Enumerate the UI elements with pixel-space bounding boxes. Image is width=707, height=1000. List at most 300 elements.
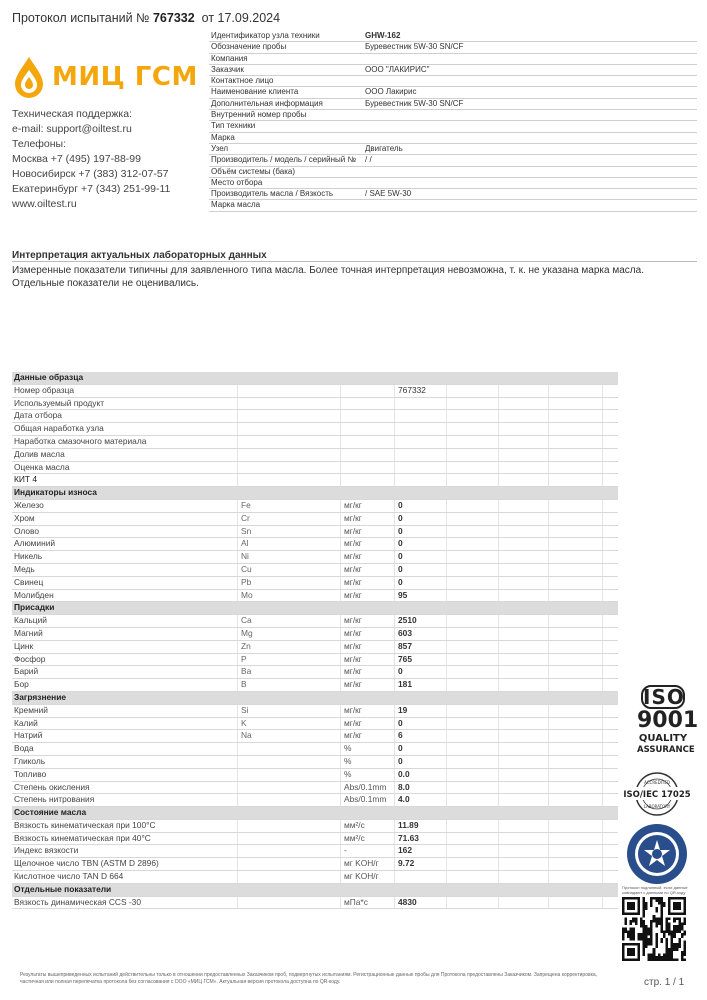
column-divider <box>498 551 499 563</box>
result-row <box>12 615 618 628</box>
brand-name: МИЦ ГСМ <box>52 62 198 92</box>
column-divider <box>548 474 549 486</box>
column-divider <box>394 730 395 742</box>
company-logo <box>12 56 202 100</box>
column-divider <box>548 769 549 781</box>
protocol-number: 767332 <box>152 11 195 25</box>
column-divider <box>237 398 238 410</box>
element-symbol: Al <box>241 538 249 549</box>
column-divider <box>498 410 499 422</box>
column-divider <box>548 666 549 678</box>
column-divider <box>340 654 341 666</box>
column-divider <box>340 641 341 653</box>
column-divider <box>498 769 499 781</box>
column-divider <box>446 564 447 576</box>
info-label: Тип техники <box>211 121 256 131</box>
element-symbol: Pb <box>241 576 252 587</box>
title-prefix: Протокол испытаний № <box>12 11 150 25</box>
column-divider <box>340 833 341 845</box>
column-divider <box>237 538 238 550</box>
column-divider <box>602 820 603 832</box>
result-row <box>12 820 618 833</box>
column-divider <box>394 423 395 435</box>
column-divider <box>498 577 499 589</box>
result-value: 19 <box>398 704 408 715</box>
unit: мг/кг <box>344 499 362 510</box>
qr-block <box>622 885 692 966</box>
element-symbol: B <box>241 679 247 690</box>
info-label: Внутренний номер пробы <box>211 110 307 120</box>
accreditation-seal <box>626 823 688 885</box>
column-divider <box>548 500 549 512</box>
qr-caption: Протокол подлинный, если данные совпадают с данными по QR-коду <box>622 885 688 895</box>
result-row <box>12 385 618 398</box>
info-row <box>209 167 697 178</box>
contact-phones-label: Телефоны: <box>12 138 67 150</box>
column-divider <box>237 526 238 538</box>
column-divider <box>340 718 341 730</box>
section-title: Загрязнение <box>14 691 67 702</box>
section-header <box>12 692 618 705</box>
column-divider <box>498 782 499 794</box>
column-divider <box>498 615 499 627</box>
column-divider <box>237 782 238 794</box>
column-divider <box>548 538 549 550</box>
unit: Abs/0.1mm <box>344 781 387 792</box>
info-value: Буревестник 5W-30 SN/CF <box>365 98 464 108</box>
result-row <box>12 782 618 795</box>
column-divider <box>394 615 395 627</box>
column-divider <box>446 436 447 448</box>
result-value: 0 <box>398 512 403 523</box>
column-divider <box>602 730 603 742</box>
interpretation-text: Измеренные показатели типичны для заявленного типа масла. Более точная интерпретация невозможна, т. к. не указана марка масла. Отдельные показатели не оценивались. <box>12 265 644 289</box>
column-divider <box>498 730 499 742</box>
column-divider <box>237 820 238 832</box>
column-divider <box>340 705 341 717</box>
column-divider <box>446 423 447 435</box>
column-divider <box>340 615 341 627</box>
result-value: 0 <box>398 666 403 677</box>
column-divider <box>602 666 603 678</box>
column-divider <box>394 564 395 576</box>
info-label: Узел <box>211 143 229 153</box>
column-divider <box>446 538 447 550</box>
column-divider <box>498 398 499 410</box>
result-row <box>12 641 618 654</box>
column-divider <box>237 385 238 397</box>
column-divider <box>446 641 447 653</box>
column-divider <box>498 462 499 474</box>
column-divider <box>446 385 447 397</box>
column-divider <box>340 449 341 461</box>
element-symbol: Ni <box>241 551 249 562</box>
column-divider <box>548 897 549 909</box>
parameter-name: Оценка масла <box>14 461 70 472</box>
column-divider <box>394 462 395 474</box>
column-divider <box>237 769 238 781</box>
result-row <box>12 794 618 807</box>
column-divider <box>446 845 447 857</box>
column-divider <box>602 833 603 845</box>
sample-info-table <box>209 31 697 212</box>
parameter-name: Степень окисления <box>14 781 90 792</box>
column-divider <box>394 551 395 563</box>
column-divider <box>548 551 549 563</box>
element-symbol: Ca <box>241 615 252 626</box>
result-row <box>12 436 618 449</box>
parameter-name: Вязкость кинематическая при 40°C <box>14 832 151 843</box>
column-divider <box>340 820 341 832</box>
result-row <box>12 897 618 910</box>
info-row <box>209 189 697 200</box>
column-divider <box>498 858 499 870</box>
result-row <box>12 449 618 462</box>
column-divider <box>237 794 238 806</box>
unit: мг/кг <box>344 589 362 600</box>
column-divider <box>446 871 447 883</box>
column-divider <box>394 769 395 781</box>
column-divider <box>498 756 499 768</box>
result-value: 162 <box>398 845 412 856</box>
column-divider <box>394 577 395 589</box>
parameter-name: Щелочное число TBN (ASTM D 2896) <box>14 858 159 869</box>
column-divider <box>602 462 603 474</box>
parameter-name: Свинец <box>14 576 44 587</box>
result-row <box>12 590 618 603</box>
column-divider <box>237 679 238 691</box>
column-divider <box>340 845 341 857</box>
unit: мг KOH/г <box>344 871 379 882</box>
column-divider <box>548 526 549 538</box>
column-divider <box>394 743 395 755</box>
column-divider <box>237 858 238 870</box>
column-divider <box>340 769 341 781</box>
column-divider <box>394 782 395 794</box>
info-row <box>209 133 697 144</box>
parameter-name: Наработка смазочного материала <box>14 435 147 446</box>
contact-phone-moscow: Москва +7 (495) 197-88-99 <box>12 153 141 165</box>
column-divider <box>394 590 395 602</box>
column-divider <box>237 564 238 576</box>
section-title: Индикаторы износа <box>14 487 97 498</box>
unit: мг KOH/г <box>344 858 379 869</box>
result-row <box>12 666 618 679</box>
column-divider <box>602 615 603 627</box>
element-symbol: P <box>241 653 247 664</box>
column-divider <box>602 743 603 755</box>
element-symbol: Cr <box>241 512 250 523</box>
element-symbol: Mg <box>241 627 253 638</box>
column-divider <box>548 410 549 422</box>
column-divider <box>602 705 603 717</box>
column-divider <box>237 705 238 717</box>
seal-icon <box>626 823 688 885</box>
result-row <box>12 705 618 718</box>
column-divider <box>548 679 549 691</box>
info-row <box>209 42 697 53</box>
column-divider <box>498 449 499 461</box>
parameter-name: Индекс вязкости <box>14 845 79 856</box>
iso-label: ISO <box>643 685 685 709</box>
column-divider <box>446 500 447 512</box>
info-row <box>209 200 697 211</box>
column-divider <box>237 897 238 909</box>
column-divider <box>237 449 238 461</box>
section-header <box>12 807 618 820</box>
parameter-name: Степень нитрования <box>14 794 95 805</box>
unit: мг/кг <box>344 615 362 626</box>
result-row <box>12 398 618 411</box>
column-divider <box>340 513 341 525</box>
column-divider <box>237 871 238 883</box>
column-divider <box>394 526 395 538</box>
info-row <box>209 110 697 121</box>
column-divider <box>498 794 499 806</box>
column-divider <box>446 743 447 755</box>
column-divider <box>548 449 549 461</box>
result-row <box>12 743 618 756</box>
result-value: 0 <box>398 499 403 510</box>
column-divider <box>602 538 603 550</box>
column-divider <box>446 474 447 486</box>
parameter-name: Кислотное число TAN D 664 <box>14 871 124 882</box>
column-divider <box>548 845 549 857</box>
column-divider <box>237 551 238 563</box>
result-row <box>12 474 618 487</box>
info-value: GHW-162 <box>365 31 401 40</box>
column-divider <box>237 474 238 486</box>
unit: мг/кг <box>344 679 362 690</box>
section-header <box>12 487 618 500</box>
protocol-date: от 17.09.2024 <box>201 11 281 25</box>
column-divider <box>340 743 341 755</box>
result-row <box>12 410 618 423</box>
info-label: Объём системы (бака) <box>211 166 295 176</box>
parameter-name: Вязкость динамическая CCS -30 <box>14 896 141 907</box>
column-divider <box>602 398 603 410</box>
column-divider <box>340 871 341 883</box>
column-divider <box>548 590 549 602</box>
page-number: стр. 1 / 1 <box>644 977 685 988</box>
result-value: 765 <box>398 653 412 664</box>
column-divider <box>498 654 499 666</box>
column-divider <box>498 679 499 691</box>
contact-website[interactable]: www.oiltest.ru <box>12 198 77 210</box>
column-divider <box>446 769 447 781</box>
column-divider <box>602 679 603 691</box>
parameter-name: Железо <box>14 499 44 510</box>
column-divider <box>446 551 447 563</box>
column-divider <box>602 564 603 576</box>
section-header <box>12 372 618 385</box>
unit: мг/кг <box>344 640 362 651</box>
result-row <box>12 577 618 590</box>
column-divider <box>446 833 447 845</box>
contact-block <box>12 107 170 212</box>
column-divider <box>340 590 341 602</box>
column-divider <box>548 833 549 845</box>
oil-drop-icon <box>12 56 46 100</box>
column-divider <box>498 833 499 845</box>
element-symbol: Mo <box>241 589 253 600</box>
info-value: Буревестник 5W-30 SN/CF <box>365 42 464 52</box>
column-divider <box>340 666 341 678</box>
column-divider <box>548 577 549 589</box>
column-divider <box>340 577 341 589</box>
result-row <box>12 526 618 539</box>
result-row <box>12 769 618 782</box>
unit: мг/кг <box>344 563 362 574</box>
column-divider <box>548 641 549 653</box>
qr-code-icon[interactable] <box>622 897 686 961</box>
info-row <box>209 178 697 189</box>
result-row <box>12 538 618 551</box>
column-divider <box>237 590 238 602</box>
parameter-name: Гликоль <box>14 755 46 766</box>
column-divider <box>340 410 341 422</box>
column-divider <box>548 423 549 435</box>
column-divider <box>446 654 447 666</box>
parameter-name: Медь <box>14 563 35 574</box>
result-value: 857 <box>398 640 412 651</box>
info-label: Идентификатор узла техники <box>211 31 320 40</box>
column-divider <box>340 756 341 768</box>
column-divider <box>340 500 341 512</box>
column-divider <box>394 385 395 397</box>
column-divider <box>602 551 603 563</box>
parameter-name: Фосфор <box>14 653 46 664</box>
element-symbol: Sn <box>241 525 252 536</box>
column-divider <box>446 820 447 832</box>
column-divider <box>237 462 238 474</box>
result-row <box>12 462 618 475</box>
column-divider <box>498 385 499 397</box>
column-divider <box>446 782 447 794</box>
parameter-name: Барий <box>14 666 39 677</box>
column-divider <box>340 385 341 397</box>
info-label: Производитель масла / Вязкость <box>211 189 334 199</box>
result-value: 181 <box>398 679 412 690</box>
column-divider <box>237 654 238 666</box>
info-row <box>209 121 697 132</box>
column-divider <box>602 526 603 538</box>
result-value: 8.0 <box>398 781 410 792</box>
ring-text-bottom: LABORATORY <box>643 804 671 809</box>
protocol-title <box>12 11 280 25</box>
info-row <box>209 155 697 166</box>
column-divider <box>498 500 499 512</box>
parameter-name: Молибден <box>14 589 54 600</box>
result-value: 95 <box>398 589 408 600</box>
column-divider <box>602 845 603 857</box>
element-symbol: K <box>241 717 247 728</box>
unit: мг/кг <box>344 525 362 536</box>
iso-iec-label: ISO/IEC 17025 <box>623 790 691 800</box>
column-divider <box>237 666 238 678</box>
column-divider <box>548 436 549 448</box>
column-divider <box>602 513 603 525</box>
column-divider <box>446 679 447 691</box>
info-label: Дополнительная информация <box>211 98 323 108</box>
column-divider <box>340 897 341 909</box>
contact-email[interactable]: e-mail: support@oiltest.ru <box>12 123 132 135</box>
parameter-name: Кальций <box>14 615 47 626</box>
column-divider <box>394 398 395 410</box>
column-divider <box>498 718 499 730</box>
parameter-name: Цинк <box>14 640 34 651</box>
parameter-name: Калий <box>14 717 38 728</box>
column-divider <box>446 577 447 589</box>
column-divider <box>498 474 499 486</box>
element-symbol: Si <box>241 704 249 715</box>
result-value: 0 <box>398 563 403 574</box>
iso-number: 9001 <box>637 708 699 733</box>
result-row <box>12 423 618 436</box>
column-divider <box>548 462 549 474</box>
iso-9001-badge <box>637 685 699 755</box>
column-divider <box>394 410 395 422</box>
info-row <box>209 65 697 76</box>
column-divider <box>548 858 549 870</box>
column-divider <box>394 513 395 525</box>
section-title: Данные образца <box>14 372 84 382</box>
column-divider <box>548 794 549 806</box>
column-divider <box>548 654 549 666</box>
unit: мм²/с <box>344 832 365 843</box>
column-divider <box>340 628 341 640</box>
result-row <box>12 730 618 743</box>
column-divider <box>498 871 499 883</box>
column-divider <box>602 474 603 486</box>
column-divider <box>446 615 447 627</box>
info-label: Марка масла <box>211 200 261 210</box>
section-header <box>12 602 618 615</box>
unit: Abs/0.1mm <box>344 794 387 805</box>
column-divider <box>394 679 395 691</box>
column-divider <box>237 628 238 640</box>
ring-text-top: ACCREDITED <box>644 780 670 785</box>
column-divider <box>602 577 603 589</box>
parameter-name: Дата отбора <box>14 410 62 421</box>
column-divider <box>548 628 549 640</box>
column-divider <box>394 897 395 909</box>
interpretation-divider <box>12 261 697 262</box>
unit: мг/кг <box>344 730 362 741</box>
column-divider <box>394 641 395 653</box>
column-divider <box>237 743 238 755</box>
column-divider <box>340 782 341 794</box>
column-divider <box>498 820 499 832</box>
column-divider <box>548 513 549 525</box>
column-divider <box>548 820 549 832</box>
column-divider <box>498 705 499 717</box>
result-value: 4830 <box>398 896 417 907</box>
result-value: 2510 <box>398 615 417 626</box>
unit: мг/кг <box>344 653 362 664</box>
result-value: 0 <box>398 717 403 728</box>
unit: мг/кг <box>344 512 362 523</box>
result-value: 4.0 <box>398 794 410 805</box>
unit: мг/кг <box>344 576 362 587</box>
column-divider <box>394 705 395 717</box>
column-divider <box>340 398 341 410</box>
column-divider <box>548 398 549 410</box>
result-row <box>12 871 618 884</box>
column-divider <box>548 564 549 576</box>
result-value: 0.0 <box>398 768 410 779</box>
result-row <box>12 654 618 667</box>
